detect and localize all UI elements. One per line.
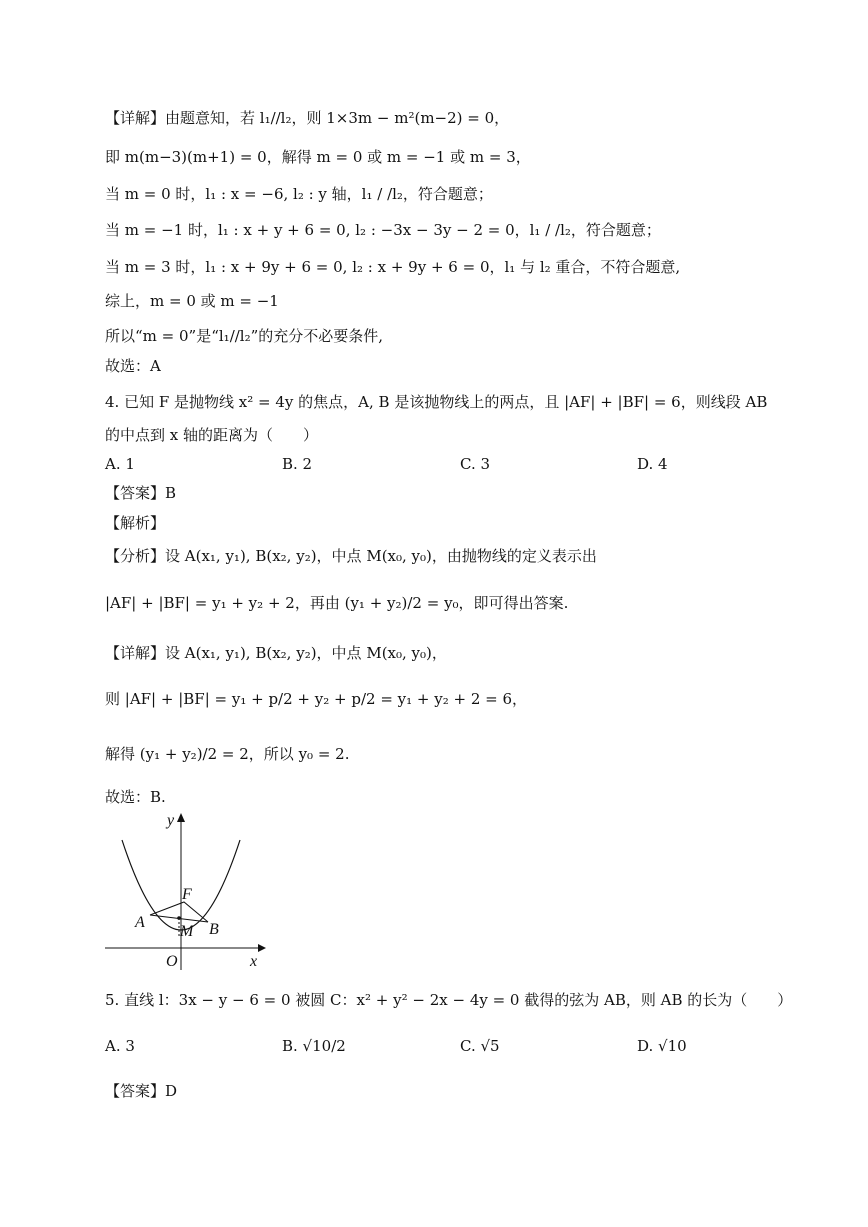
q5-option-b: B. √10/2 xyxy=(282,1037,346,1055)
text-line: 则 |AF| + |BF| = y₁ + p/2 + y₂ + p/2 = y₁ + y₂ + 2 = 6， xyxy=(105,690,528,708)
answer-label: 【答案】B xyxy=(105,484,177,502)
point-m xyxy=(177,916,181,920)
q5-option-c: C. √5 xyxy=(460,1037,500,1055)
text-line: 故选：B. xyxy=(105,788,166,806)
parabola-figure xyxy=(100,810,275,975)
text-line: 所以“m = 0”是“l₁//l₂”的充分不必要条件, xyxy=(105,327,384,345)
q4-option-b: B. 2 xyxy=(282,455,313,473)
text-line: |AF| + |BF| = y₁ + y₂ + 2，再由 (y₁ + y₂)/2 = y₀，即可得出答案. xyxy=(105,594,569,612)
text-line: 当 m = 3 时，l₁ : x + 9y + 6 = 0, l₂ : x + 9y + 6 = 0，l₁ 与 l₂ 重合，不符合题意, xyxy=(105,258,681,276)
q4-option-c: C. 3 xyxy=(460,455,491,473)
q5-option-a: A. 3 xyxy=(105,1037,135,1055)
q5-option-d: D. √10 xyxy=(637,1037,687,1055)
question-4-stem: 4. 已知 F 是抛物线 x² = 4y 的焦点，A, B 是该抛物线上的两点，且 |AF| + |BF| = 6，则线段 AB xyxy=(105,393,768,411)
label-origin: O xyxy=(166,953,178,970)
label-y: y xyxy=(167,812,175,829)
text-line: 故选：A xyxy=(105,357,161,375)
text-line: 【分析】设 A(x₁, y₁), B(x₂, y₂)，中点 M(x₀, y₀)，由抛物线的定义表示出 xyxy=(105,547,597,565)
question-5-stem: 5. 直线 l：3x − y − 6 = 0 被圆 C：x² + y² − 2x − 4y = 0 截得的弦为 AB，则 AB 的长为（ ） xyxy=(105,991,793,1009)
analysis-label: 【解析】 xyxy=(105,514,166,532)
text-line: 解得 (y₁ + y₂)/2 = 2，所以 y₀ = 2. xyxy=(105,745,350,763)
label-b: B xyxy=(209,921,219,938)
q4-option-a: A. 1 xyxy=(105,455,135,473)
question-4-stem-cont: 的中点到 x 轴的距离为（ ） xyxy=(105,426,318,444)
text-line: 【详解】设 A(x₁, y₁), B(x₂, y₂)，中点 M(x₀, y₀)， xyxy=(105,644,447,662)
answer-label-q5: 【答案】D xyxy=(105,1082,178,1100)
label-m: M xyxy=(180,923,194,940)
q4-option-d: D. 4 xyxy=(637,455,668,473)
label-x: x xyxy=(250,953,258,970)
text-line: 当 m = −1 时，l₁ : x + y + 6 = 0, l₂ : −3x − 3y − 2 = 0，l₁ / /l₂，符合题意； xyxy=(105,221,661,239)
text-line: 当 m = 0 时，l₁ : x = −6, l₂ : y 轴，l₁ / /l₂，符合题意； xyxy=(105,185,493,203)
text-line: 综上，m = 0 或 m = −1 xyxy=(105,292,279,310)
text-line: 【详解】由题意知，若 l₁//l₂，则 1×3m − m²(m−2) = 0， xyxy=(105,109,510,127)
label-f: F xyxy=(182,886,192,903)
label-a: A xyxy=(135,914,145,931)
y-axis-arrow xyxy=(177,813,185,822)
text-line: 即 m(m−3)(m+1) = 0，解得 m = 0 或 m = −1 或 m = 3， xyxy=(105,148,531,166)
x-axis-arrow xyxy=(258,944,266,952)
